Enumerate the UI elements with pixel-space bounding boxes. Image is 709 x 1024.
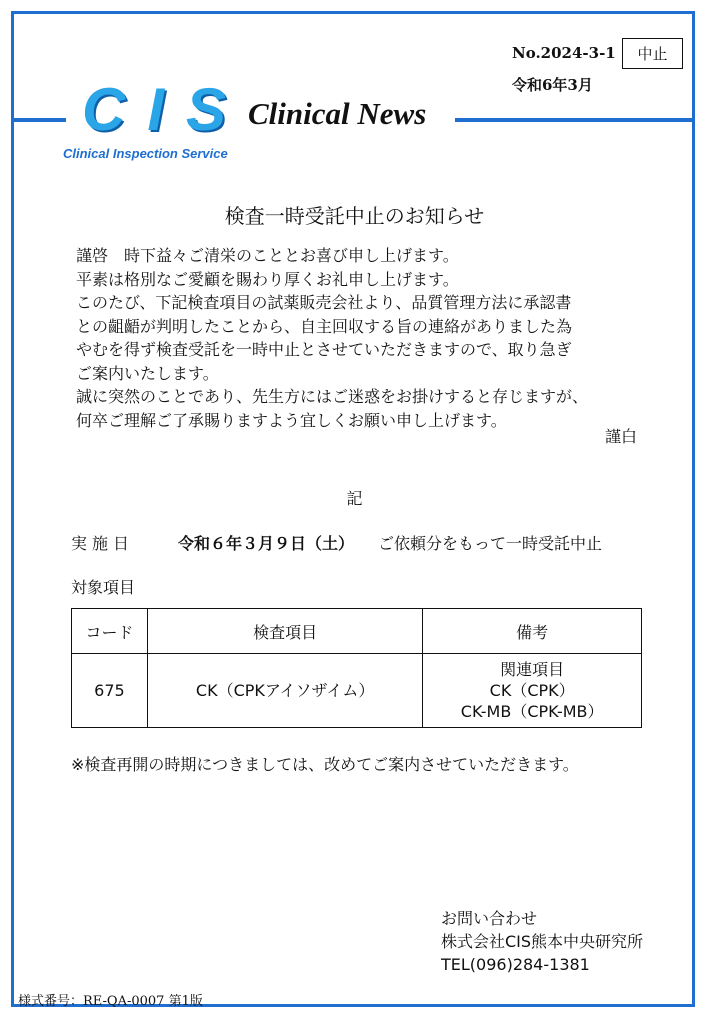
body-line: やむを得ず検査受託を一時中止とさせていただきますので、取り急ぎ: [76, 340, 572, 359]
target-items-table: [71, 608, 642, 728]
contact-block: [441, 907, 643, 976]
column-header-item: 検査項目: [147, 609, 422, 654]
body-line: このたび、下記検査項目の試薬販売会社より、品質管理方法に承認書: [76, 293, 572, 312]
header-rule-left: [14, 118, 66, 122]
header-rule-right: [455, 118, 692, 122]
table-header-row: [72, 609, 642, 654]
note-line: CK（CPK）: [489, 681, 575, 700]
body-line: との齟齬が判明したことから、自主回収する旨の連絡がありました為: [76, 316, 573, 336]
note-line: 関連項目: [500, 660, 565, 679]
implementation-label: 実施日: [71, 534, 135, 553]
form-number: 様式番号：RE-QA-0007 第1版: [18, 994, 203, 1009]
implementation-date: 令和６年３月９日（土）: [178, 534, 355, 553]
issue-date: 令和6年3月: [512, 76, 593, 94]
document-title: 検査一時受託中止のお知らせ: [224, 204, 485, 228]
cis-logo: CIS: [82, 76, 249, 143]
ki-marker: 記: [346, 489, 363, 508]
note-line: CK-MB（CPK-MB）: [460, 702, 604, 721]
cell-item: CK（CPKアイソザイム）: [147, 654, 422, 728]
contact-tel: TEL(096)284-1381: [441, 955, 590, 974]
body-line: 平素は格別なご愛顧を賜わり厚くお礼申し上げます。: [76, 269, 459, 289]
cell-code: 675: [72, 654, 148, 728]
body-line: 何卒ご理解ご了承賜りますよう宜しくお願い申し上げます。: [76, 410, 507, 430]
notice-number: No.2024-3-1: [512, 44, 616, 62]
closing-word: 謹白: [605, 427, 638, 446]
status-badge: 中止: [622, 38, 683, 69]
target-label: 対象項目: [71, 578, 136, 597]
implementation-text: ご依頼分をもって一時受託中止: [378, 534, 603, 553]
contact-company: 株式会社CIS熊本中央研究所: [441, 932, 644, 951]
body-line: 誠に突然のことであり、先生方にはご迷惑をお掛けすると存じますが、: [76, 387, 589, 406]
table-row: [72, 654, 642, 728]
footnote: ※検査再開の時期につきましては、改めてご案内させていただきます。: [71, 755, 579, 774]
body-line: 謹啓 時下益々ご清栄のこととお喜び申し上げます。: [76, 246, 459, 265]
newsletter-title: Clinical News: [248, 96, 427, 131]
contact-label: お問い合わせ: [441, 909, 538, 928]
logo-subtitle: Clinical Inspection Service: [63, 146, 228, 161]
body-text: [76, 244, 676, 432]
column-header-code: コード: [72, 609, 148, 654]
body-line: ご案内いたします。: [76, 363, 219, 383]
cell-notes: [423, 654, 642, 728]
column-header-notes: 備考: [423, 609, 642, 654]
